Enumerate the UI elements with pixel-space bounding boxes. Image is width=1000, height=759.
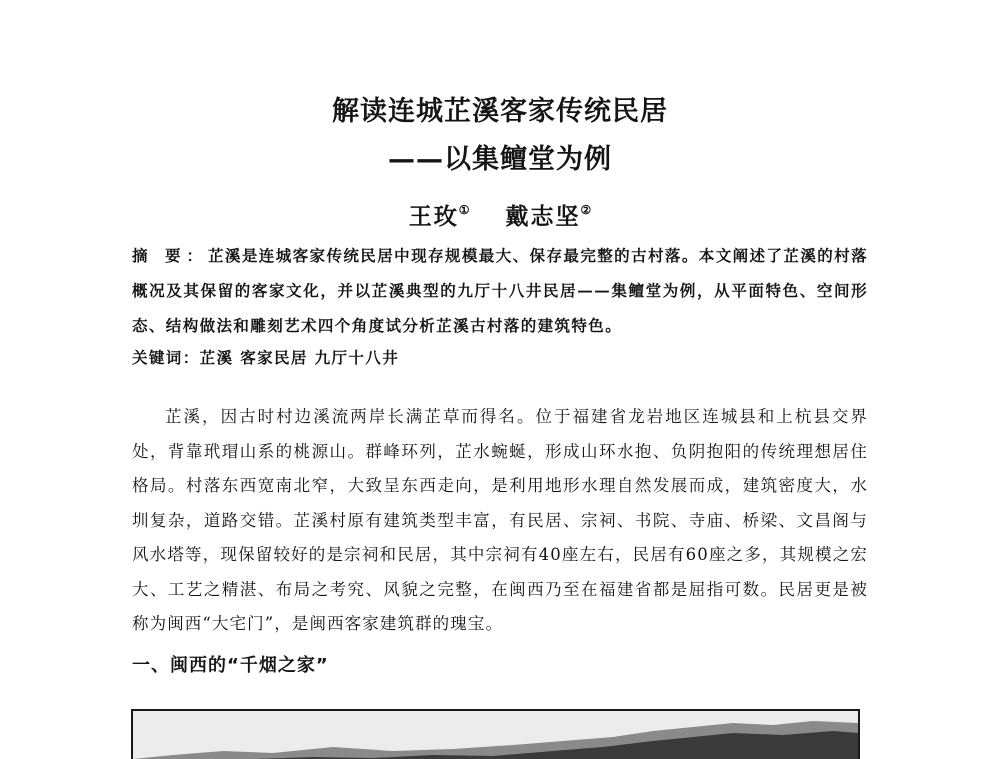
- mountain-silhouette: [133, 711, 858, 759]
- keywords-text: 芷溪 客家民居 九厅十八井: [199, 348, 400, 367]
- author-1-mark: ①: [458, 203, 470, 217]
- keywords: [132, 343, 868, 373]
- body-paragraph: 芷溪，因古时村边溪流两岸长满芷草而得名。位于福建省龙岩地区连城县和上杭县交界处，背靠玳瑁山系的桃源山。群峰环列，芷水蜿蜒，形成山环水抱、负阴抱阳的传统理想居住格局。村落东西宽南北窄，大致呈东西走向，是利用地形水理自然发展而成，建筑密度大，水圳复杂，道路交错。芷溪村原有建筑类型丰富，有民居、宗祠、书院、寺庙、桥梁、文昌阁与风水塔等，现保留较好的是宗祠和民居，其中宗祠有40座左右，民居有60座之多，其规模之宏大、工艺之精湛、布局之考究、风貌之完整，在闽西乃至在福建省都是屈指可数。民居更是被称为闽西“大宅门”，是闽西客家建筑群的瑰宝。: [132, 407, 868, 633]
- author-line: [0, 194, 1000, 233]
- paper-subtitle: ——以集鳣堂为例: [388, 144, 612, 175]
- abstract: [132, 238, 868, 343]
- author-2: [506, 194, 592, 233]
- landscape-photo: [131, 709, 860, 759]
- section-heading: 一、闽西的“千烟之家”: [132, 655, 329, 676]
- author-2-mark: ②: [580, 203, 592, 217]
- abstract-text: 芷溪是连城客家传统民居中现存规模最大、保存最完整的古村落。本文阐述了芷溪的村落概况及其保留的客家文化，并以芷溪典型的九厅十八井民居——集鳣堂为例，从平面特色、空间形态、结构做法和雕刻艺术四个角度试分析芷溪古村落的建筑特色。: [132, 246, 868, 335]
- keywords-label: 关键词：: [132, 348, 200, 367]
- author-1-name: 王玫: [408, 203, 459, 230]
- paper-title: 解读连城芷溪客家传统民居: [332, 96, 668, 127]
- author-1: [409, 194, 470, 233]
- author-2-name: 戴志坚: [505, 203, 581, 230]
- abstract-label: 摘 要：: [132, 246, 208, 265]
